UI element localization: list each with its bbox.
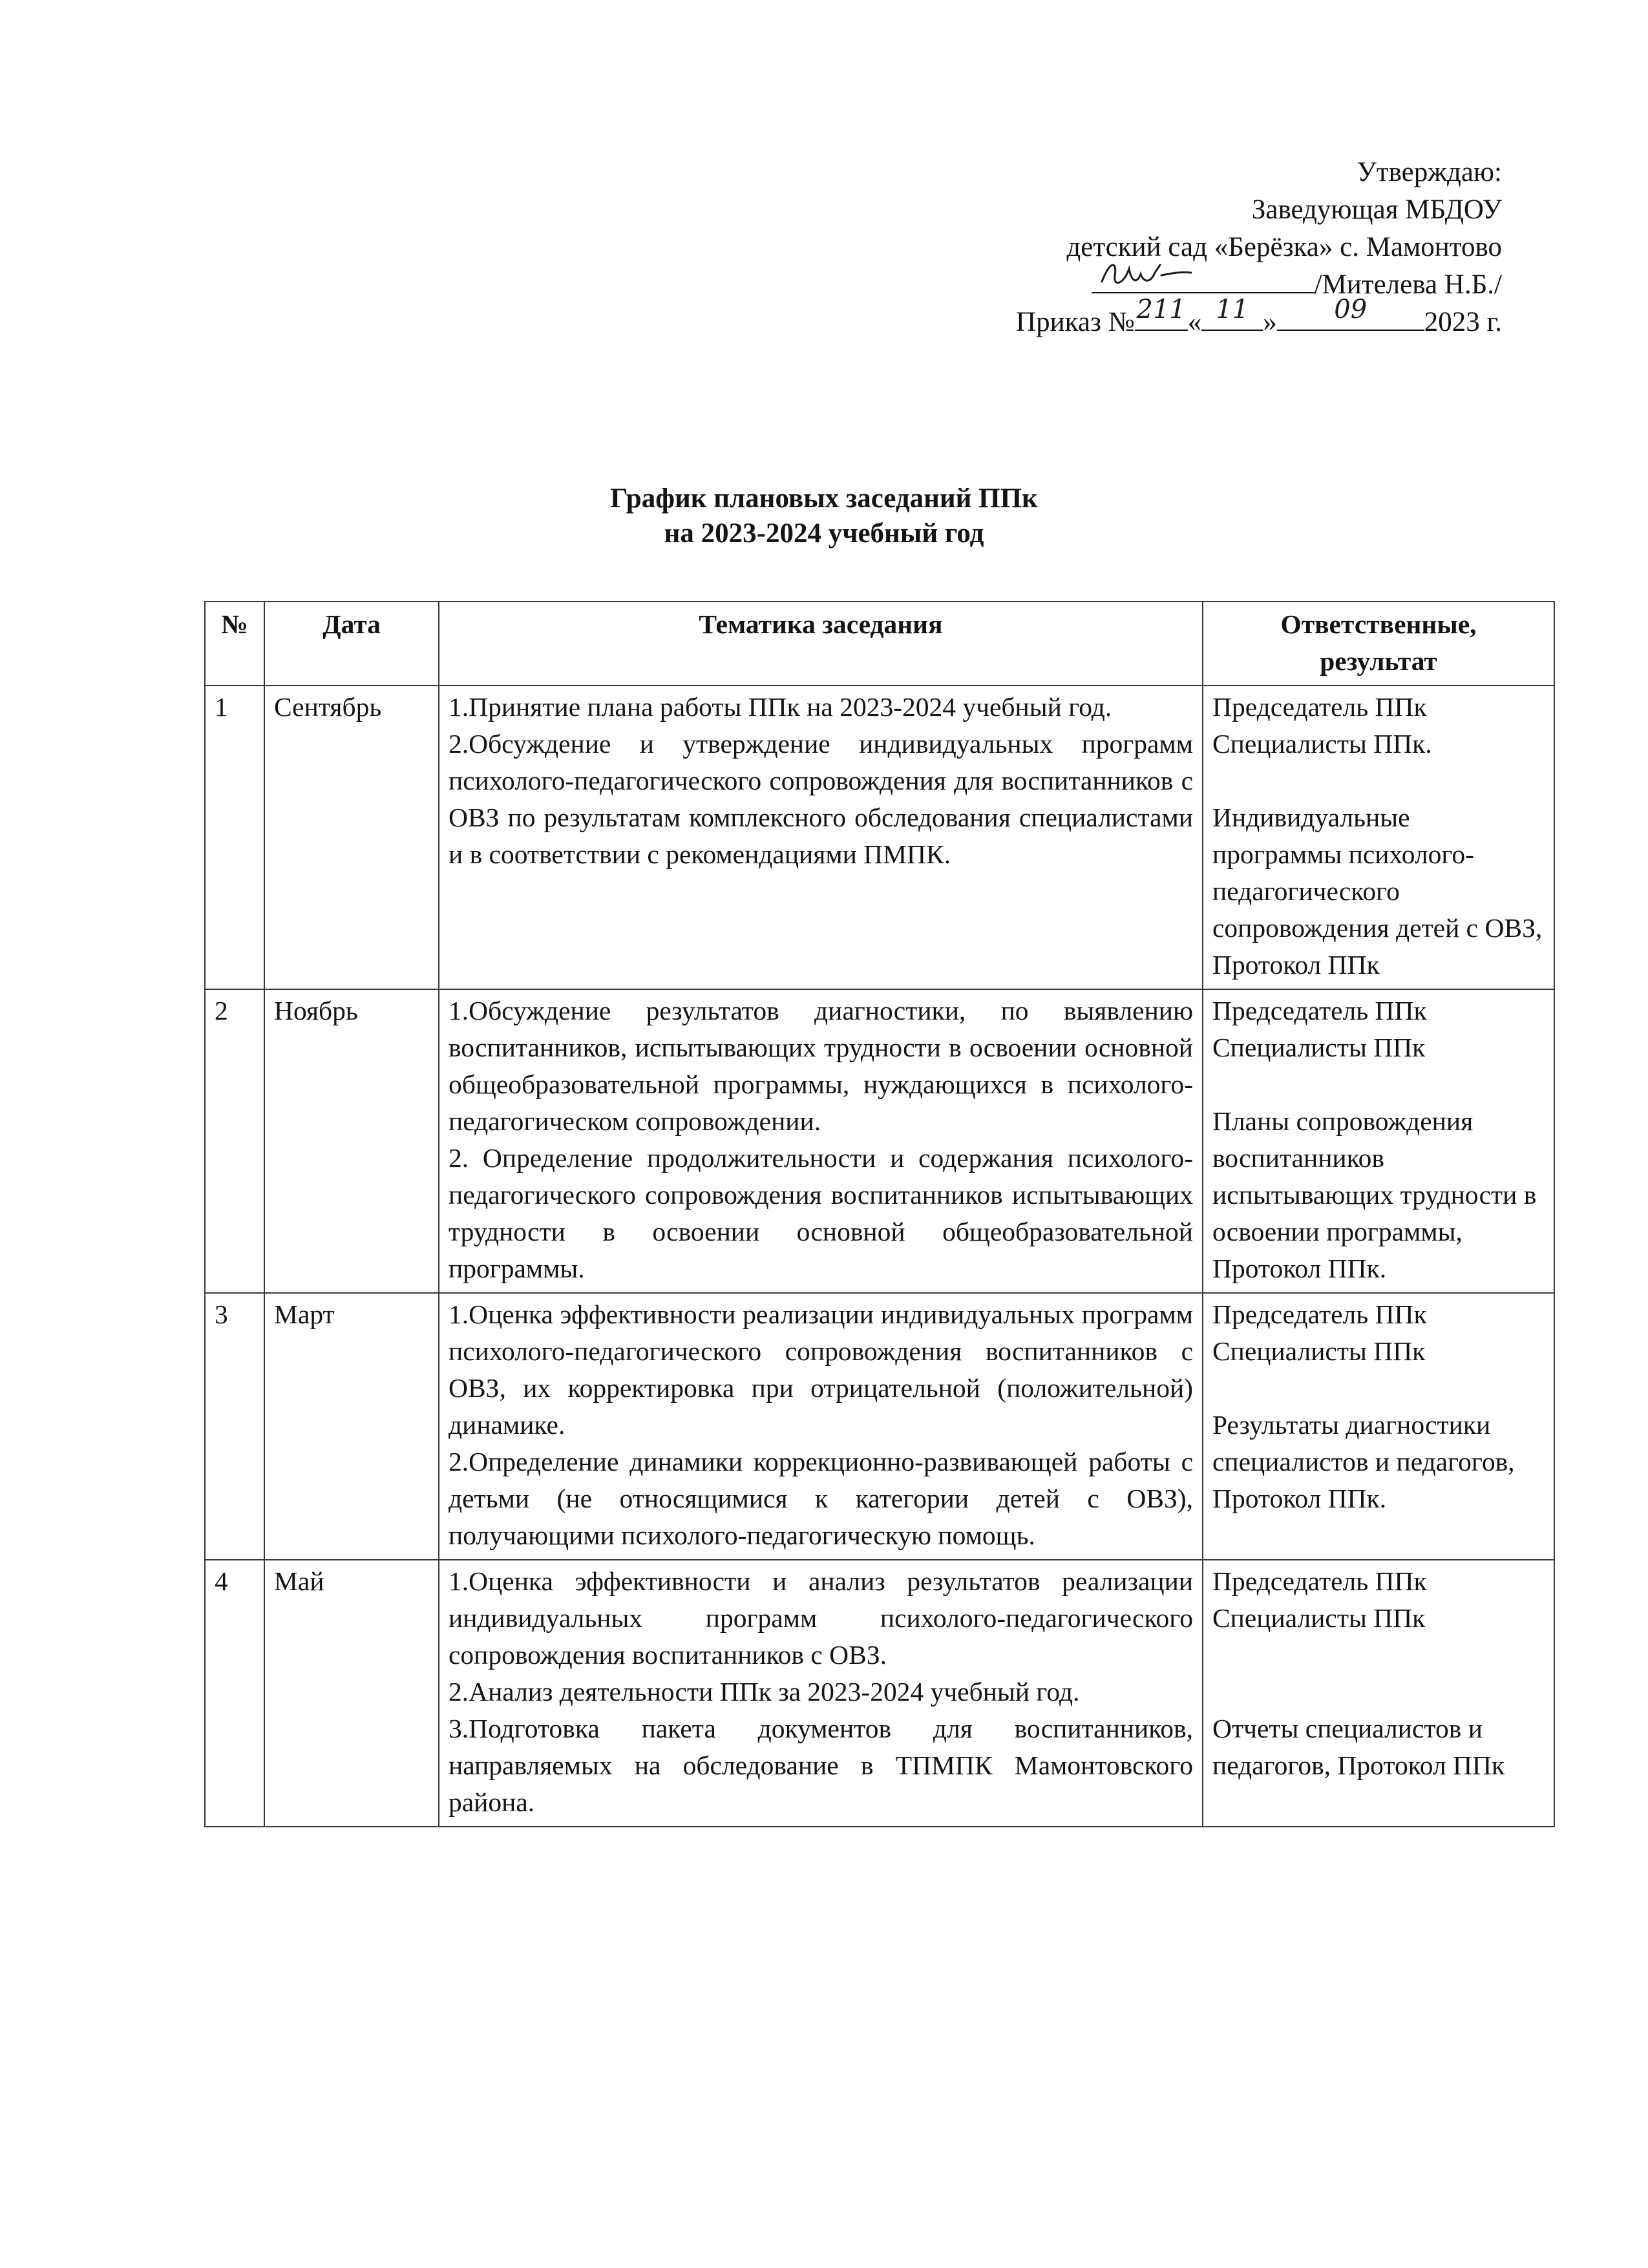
responsible-staff: Специалисты ППк xyxy=(1212,1336,1426,1366)
order-number-blank xyxy=(1135,295,1188,331)
table-header-row xyxy=(205,602,1554,686)
responsible-lead: Председатель ППк xyxy=(1212,692,1427,722)
topic-item: 1.Принятие плана работы ППк на 2023-2024 учебный год. xyxy=(449,692,1112,722)
order-number: 211 xyxy=(1136,295,1186,324)
order-label: Приказ № xyxy=(1016,307,1135,337)
row-date: Март xyxy=(264,1293,439,1560)
row-date: Ноябрь xyxy=(264,989,439,1293)
topic-item: 2.Определение динамики коррекционно-развивающей работы с детьми (не относящимися к категории детей с ОВЗ), получающими психолого-педагогическую помощь. xyxy=(449,1447,1193,1550)
row-responsible xyxy=(1203,1293,1554,1560)
table-row xyxy=(205,686,1554,989)
responsible-staff: Специалисты ППк xyxy=(1212,1033,1426,1062)
row-responsible xyxy=(1203,1560,1554,1827)
signature-mark xyxy=(1098,256,1195,295)
header-responsible-line1: Ответственные, xyxy=(1280,609,1477,639)
row-date: Сентябрь xyxy=(264,686,439,989)
signatory-name: /Мителева Н.Б./ xyxy=(1314,269,1502,300)
row-number: 3 xyxy=(205,1293,264,1560)
order-line: Приказ № 211 « 11 » 09 2023 г. xyxy=(1016,304,1502,341)
row-number: 2 xyxy=(205,989,264,1293)
topic-item: 1.Оценка эффективности и анализ результатов реализации индивидуальных программ психолого-педагогического сопровождения воспитанников с ОВЗ. xyxy=(449,1566,1193,1670)
title-line-2: на 2023-2024 учебный год xyxy=(664,518,984,549)
row-responsible xyxy=(1203,686,1554,989)
topic-item: 2.Анализ деятельности ППк за 2023-2024 учебный год. xyxy=(449,1677,1080,1706)
responsible-result: Отчеты специалистов и педагогов, Протокол ППк xyxy=(1212,1714,1505,1780)
meeting-schedule-table xyxy=(204,601,1555,1827)
signature-blank xyxy=(1092,266,1315,293)
document-title xyxy=(0,481,1648,551)
responsible-staff: Специалисты ППк. xyxy=(1212,729,1432,759)
responsible-result: Результаты диагностики специалистов и педагогов, Протокол ППк. xyxy=(1212,1410,1515,1513)
header-responsible xyxy=(1203,602,1554,686)
order-month: 09 xyxy=(1334,295,1368,324)
topic-item: 2. Определение продолжительности и содержания психолого-педагогического сопровождения воспитанников испытывающих трудности в освоении основной общеобразовательной программы. xyxy=(449,1143,1193,1283)
row-topics xyxy=(439,1560,1203,1827)
topic-item: 2.Обсуждение и утверждение индивидуальных программ психолого-педагогического сопровождения для воспитанников с ОВЗ по результатам комплексного обследования специалистами и в соответствии с рекомендациями ПМПК. xyxy=(449,729,1193,869)
order-month-blank xyxy=(1277,295,1424,331)
header-date: Дата xyxy=(264,602,439,686)
approval-block xyxy=(1016,154,1502,341)
topic-item: 1.Обсуждение результатов диагностики, по выявлению воспитанников, испытывающих трудности в освоении основной общеобразовательной программы, нуждающихся в психолого-педагогическом сопровождении. xyxy=(449,996,1193,1136)
responsible-lead: Председатель ППк xyxy=(1212,996,1427,1025)
responsible-staff: Специалисты ППк xyxy=(1212,1603,1426,1633)
header-responsible-line2: результат xyxy=(1320,646,1437,676)
responsible-result: Индивидуальные программы психолого-педагогического сопровождения детей с ОВЗ, Протокол ППк xyxy=(1212,803,1543,980)
topic-item: 1.Оценка эффективности реализации индивидуальных программ психолого-педагогического сопровождения воспитанников с ОВЗ, их корректировка при отрицательной (положительной) динамике. xyxy=(449,1299,1193,1440)
row-topics xyxy=(439,1293,1203,1560)
row-date: Май xyxy=(264,1560,439,1827)
approval-heading: Утверждаю: xyxy=(1357,157,1502,187)
approval-signature-line xyxy=(1016,266,1502,304)
approval-organization: детский сад «Берёзка» с. Мамонтово xyxy=(1066,232,1502,262)
row-number: 1 xyxy=(205,686,264,989)
row-topics xyxy=(439,989,1203,1293)
approval-position: Заведующая МБДОУ xyxy=(1251,194,1502,225)
row-responsible xyxy=(1203,989,1554,1293)
table-row xyxy=(205,989,1554,1293)
header-topic: Тематика заседания xyxy=(439,602,1203,686)
table-row xyxy=(205,1560,1554,1827)
order-day: 11 xyxy=(1216,295,1249,324)
order-year: 2023 г. xyxy=(1424,307,1502,337)
table-row xyxy=(205,1293,1554,1560)
row-topics xyxy=(439,686,1203,989)
responsible-lead: Председатель ППк xyxy=(1212,1566,1427,1596)
responsible-result: Планы сопровождения воспитанников испытывающих трудности в освоении программы, Протокол ППк. xyxy=(1212,1106,1537,1283)
topic-item: 3.Подготовка пакета документов для воспитанников, направляемых на обследование в ТПМПК Мамонтовского района. xyxy=(449,1714,1193,1817)
title-line-1: График плановых заседаний ППк xyxy=(610,483,1038,514)
responsible-lead: Председатель ППк xyxy=(1212,1299,1427,1329)
header-number: № xyxy=(205,602,264,686)
order-day-blank xyxy=(1201,295,1263,331)
row-number: 4 xyxy=(205,1560,264,1827)
